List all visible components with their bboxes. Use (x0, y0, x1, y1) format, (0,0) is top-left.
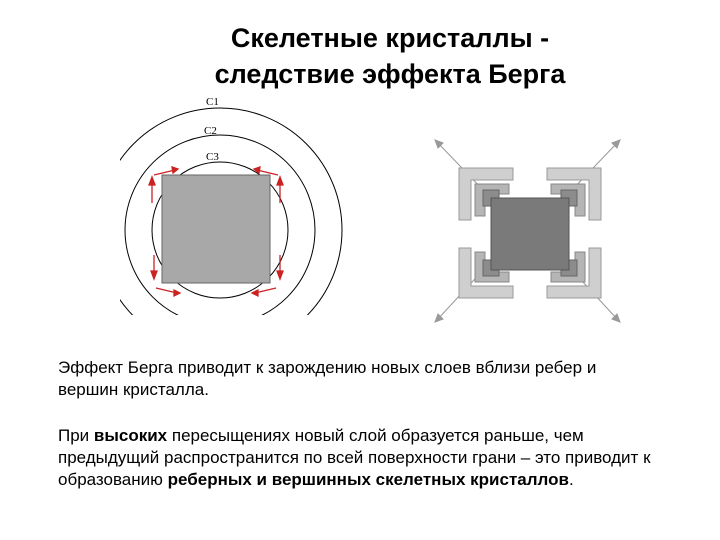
crystal-core (491, 198, 569, 270)
label-c1: C1 (206, 96, 219, 108)
para2-emphasis-high: высоких (93, 426, 168, 445)
skeletal-crystal-diagram (425, 130, 635, 335)
para2-text-3: . (568, 470, 574, 489)
label-c2: C2 (204, 125, 217, 137)
paragraph-high-supersaturation (58, 425, 658, 491)
paragraph-berg-effect: Эффект Берга приводит к зарождению новых слоев вблизи ребер и вершин кристалла. (58, 358, 597, 399)
para2-text-1: При (58, 426, 94, 445)
label-c3: C3 (206, 151, 219, 163)
berg-effect-diagram (120, 90, 360, 315)
title-line-2: следствие эффекта Берга (214, 59, 566, 89)
title-line-1: Скелетные кристаллы - (230, 23, 550, 53)
para2-text-2: пересыщениях новый слой образуется раньше, чем предыдущий распространится по всей поверхности грани – это приводит к образованию (58, 426, 651, 489)
slide-title (180, 20, 600, 92)
para2-emphasis-skeletal: реберных и вершинных скелетных кристаллов (167, 470, 569, 489)
crystal-square (162, 175, 270, 283)
